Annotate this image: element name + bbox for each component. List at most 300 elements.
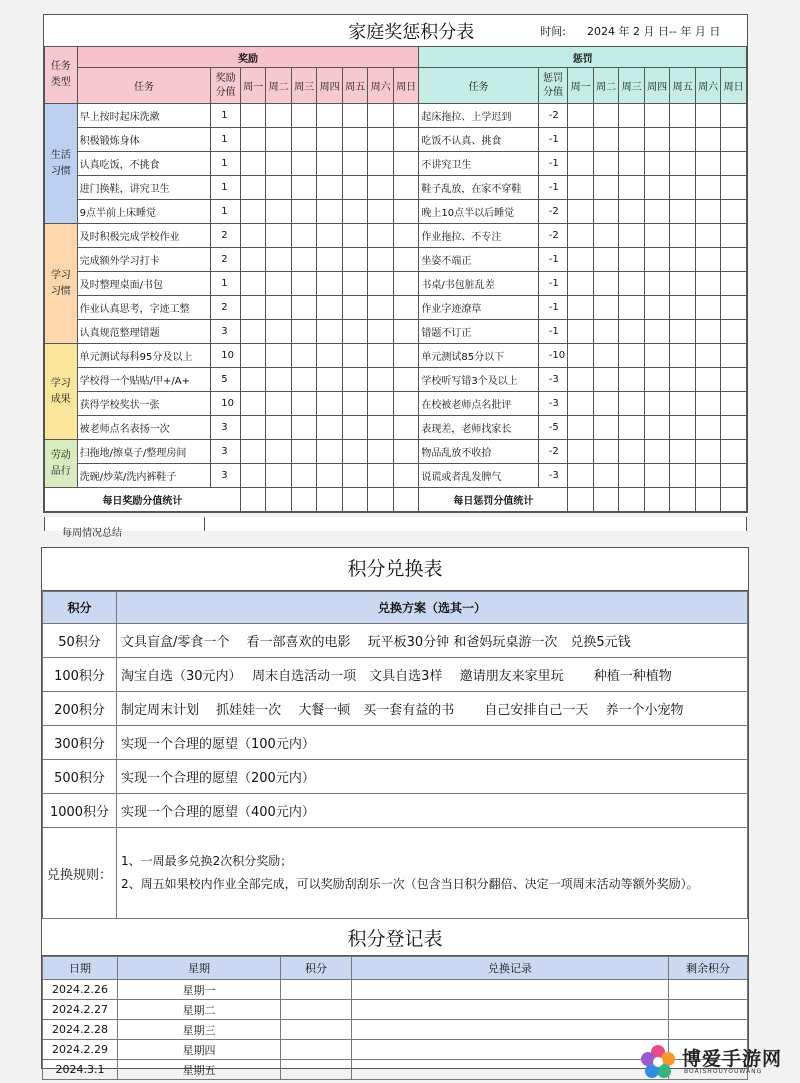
day-cell xyxy=(291,368,317,392)
exchange-options: 实现一个合理的愿望（400元内） xyxy=(117,794,748,828)
day-cell xyxy=(619,176,645,200)
penalty-task: 起床拖拉、上学迟到 xyxy=(419,104,538,128)
day-cell xyxy=(291,152,317,176)
penalty-points: -1 xyxy=(538,320,568,344)
reward-task: 及时整理桌面/书包 xyxy=(77,272,211,296)
register-weekday: 星期五 xyxy=(118,1060,281,1080)
day-cell xyxy=(266,392,292,416)
reward-points: 1 xyxy=(211,200,241,224)
reward-penalty-sheet xyxy=(43,14,748,539)
day-cell xyxy=(291,320,317,344)
day-cell xyxy=(670,200,696,224)
register-date: 2024.2.28 xyxy=(43,1020,118,1040)
penalty-points-header: 惩罚分值 xyxy=(538,68,568,104)
day-cell xyxy=(291,248,317,272)
day-cell xyxy=(240,152,266,176)
day-cell xyxy=(593,224,619,248)
register-weekday: 星期四 xyxy=(118,1040,281,1060)
day-cell xyxy=(266,440,292,464)
register-record xyxy=(352,980,669,1000)
points-column-header: 积分 xyxy=(43,592,117,624)
penalty-task: 物品乱放不收拾 xyxy=(419,440,538,464)
category-cell: 学习成果 xyxy=(45,344,78,440)
day-cell xyxy=(317,296,343,320)
reward-task: 早上按时起床洗漱 xyxy=(77,104,211,128)
day-cell xyxy=(393,272,419,296)
day-cell xyxy=(266,464,292,488)
penalty-day-header: 周六 xyxy=(695,68,721,104)
reward-day-header: 周六 xyxy=(368,68,394,104)
reward-task: 认真规范整理错题 xyxy=(77,320,211,344)
table-row xyxy=(45,296,747,320)
day-cell xyxy=(593,200,619,224)
category-cell: 劳动品行 xyxy=(45,440,78,488)
day-cell xyxy=(266,296,292,320)
sheet-title: 家庭奖惩积分表 xyxy=(348,21,475,43)
plan-column-header: 兑换方案（选其一） xyxy=(117,592,748,624)
penalty-task: 作业字迹潦草 xyxy=(419,296,538,320)
register-row xyxy=(43,1000,748,1020)
register-weekday: 星期二 xyxy=(118,1000,281,1020)
reward-points: 10 xyxy=(211,344,241,368)
day-cell xyxy=(721,392,747,416)
day-cell xyxy=(721,152,747,176)
reward-points: 10 xyxy=(211,392,241,416)
reward-task: 被老师点名表扬一次 xyxy=(77,416,211,440)
penalty-task: 学校听写错3个及以上 xyxy=(419,368,538,392)
day-cell xyxy=(317,392,343,416)
day-cell xyxy=(266,416,292,440)
day-cell xyxy=(695,368,721,392)
day-cell xyxy=(393,344,419,368)
day-cell xyxy=(342,200,368,224)
day-cell xyxy=(670,392,696,416)
day-cell xyxy=(670,296,696,320)
register-record xyxy=(352,1040,669,1060)
reward-day-header: 周三 xyxy=(291,68,317,104)
day-cell xyxy=(619,128,645,152)
penalty-task: 吃饭不认真、挑食 xyxy=(419,128,538,152)
day-cell xyxy=(317,440,343,464)
day-cell xyxy=(393,368,419,392)
day-cell xyxy=(317,320,343,344)
day-cell xyxy=(593,392,619,416)
day-cell xyxy=(721,320,747,344)
reward-day-header: 周日 xyxy=(393,68,419,104)
exchange-row xyxy=(43,658,748,692)
day-cell xyxy=(342,224,368,248)
penalty-task: 坐姿不端正 xyxy=(419,248,538,272)
day-cell xyxy=(568,128,594,152)
day-cell xyxy=(721,248,747,272)
register-row xyxy=(43,1020,748,1040)
day-cell xyxy=(240,320,266,344)
day-cell xyxy=(593,368,619,392)
day-cell xyxy=(619,200,645,224)
table-row xyxy=(45,248,747,272)
penalty-task: 表现差，老师找家长 xyxy=(419,416,538,440)
register-header: 星期 xyxy=(118,957,281,980)
register-weekday: 星期一 xyxy=(118,980,281,1000)
day-cell xyxy=(644,320,670,344)
day-cell xyxy=(695,248,721,272)
day-cell xyxy=(317,344,343,368)
day-cell xyxy=(593,248,619,272)
day-cell xyxy=(342,320,368,344)
reward-day-header: 周一 xyxy=(240,68,266,104)
reward-task: 积极锻炼身体 xyxy=(77,128,211,152)
day-cell xyxy=(644,248,670,272)
day-cell xyxy=(393,296,419,320)
watermark-name: 博爱手游网 xyxy=(682,1048,783,1070)
day-cell xyxy=(619,272,645,296)
day-cell xyxy=(644,272,670,296)
reward-task: 完成额外学习打卡 xyxy=(77,248,211,272)
day-cell xyxy=(568,464,594,488)
table-row xyxy=(45,176,747,200)
exchange-row xyxy=(43,692,748,726)
day-cell xyxy=(317,248,343,272)
day-cell xyxy=(721,200,747,224)
penalty-task-header: 任务 xyxy=(419,68,538,104)
register-balance xyxy=(669,1000,748,1020)
day-cell xyxy=(317,152,343,176)
day-cell xyxy=(721,128,747,152)
day-cell xyxy=(644,200,670,224)
day-cell xyxy=(644,104,670,128)
day-cell xyxy=(240,224,266,248)
day-cell xyxy=(291,128,317,152)
day-cell xyxy=(568,368,594,392)
reward-task: 及时积极完成学校作业 xyxy=(77,224,211,248)
table-row xyxy=(45,152,747,176)
day-cell xyxy=(568,224,594,248)
exchange-row xyxy=(43,760,748,794)
day-cell xyxy=(670,464,696,488)
day-cell xyxy=(695,416,721,440)
day-cell xyxy=(240,248,266,272)
penalty-day-header: 周三 xyxy=(619,68,645,104)
day-cell xyxy=(695,176,721,200)
day-cell xyxy=(721,296,747,320)
register-header: 兑换记录 xyxy=(352,957,669,980)
penalty-points: -1 xyxy=(538,128,568,152)
day-cell xyxy=(342,128,368,152)
exchange-points: 1000积分 xyxy=(43,794,117,828)
reward-points: 2 xyxy=(211,248,241,272)
penalty-points: -1 xyxy=(538,272,568,296)
penalty-points: -1 xyxy=(538,296,568,320)
day-cell xyxy=(240,104,266,128)
reward-task: 作业认真思考，字迹工整 xyxy=(77,296,211,320)
day-cell xyxy=(291,176,317,200)
register-record xyxy=(352,1020,669,1040)
exchange-options: 实现一个合理的愿望（100元内） xyxy=(117,726,748,760)
penalty-points: -1 xyxy=(538,152,568,176)
day-cell xyxy=(593,464,619,488)
register-row xyxy=(43,980,748,1000)
day-cell xyxy=(291,344,317,368)
reward-points: 3 xyxy=(211,440,241,464)
penalty-day-header: 周日 xyxy=(721,68,747,104)
day-cell xyxy=(721,272,747,296)
table-row xyxy=(45,392,747,416)
day-cell xyxy=(695,440,721,464)
register-header: 剩余积分 xyxy=(669,957,748,980)
register-date: 2024.3.1 xyxy=(43,1060,118,1080)
reward-task: 获得学校奖状一张 xyxy=(77,392,211,416)
day-cell xyxy=(619,464,645,488)
day-cell xyxy=(393,416,419,440)
table-row xyxy=(45,320,747,344)
day-cell xyxy=(721,368,747,392)
reward-task: 进门换鞋，讲究卫生 xyxy=(77,176,211,200)
penalty-task: 错题不订正 xyxy=(419,320,538,344)
table-row xyxy=(45,224,747,248)
register-balance xyxy=(669,1020,748,1040)
day-cell xyxy=(266,176,292,200)
day-cell xyxy=(619,320,645,344)
day-cell xyxy=(266,104,292,128)
penalty-points: -10 xyxy=(538,344,568,368)
exchange-points: 100积分 xyxy=(43,658,117,692)
penalty-points: -3 xyxy=(538,392,568,416)
day-cell xyxy=(368,320,394,344)
day-cell xyxy=(240,200,266,224)
day-cell xyxy=(393,392,419,416)
day-cell xyxy=(291,272,317,296)
day-cell xyxy=(240,416,266,440)
day-cell xyxy=(342,464,368,488)
penalty-task: 作业拖拉、不专注 xyxy=(419,224,538,248)
day-cell xyxy=(644,344,670,368)
day-cell xyxy=(291,416,317,440)
reward-points: 2 xyxy=(211,296,241,320)
table-row xyxy=(45,440,747,464)
day-cell xyxy=(695,464,721,488)
register-header: 积分 xyxy=(281,957,352,980)
day-cell xyxy=(568,152,594,176)
day-cell xyxy=(721,176,747,200)
day-cell xyxy=(670,440,696,464)
day-cell xyxy=(240,128,266,152)
register-date: 2024.2.27 xyxy=(43,1000,118,1020)
day-cell xyxy=(266,320,292,344)
table-row xyxy=(45,416,747,440)
table-row xyxy=(45,128,747,152)
points-exchange-sheet xyxy=(41,547,749,925)
table-row xyxy=(45,464,747,488)
day-cell xyxy=(568,176,594,200)
day-cell xyxy=(619,152,645,176)
register-points xyxy=(281,980,352,1000)
day-cell xyxy=(317,416,343,440)
day-cell xyxy=(368,368,394,392)
penalty-day-header: 周五 xyxy=(670,68,696,104)
day-cell xyxy=(291,296,317,320)
day-cell xyxy=(670,368,696,392)
reward-section-header: 奖励 xyxy=(77,47,419,68)
day-cell xyxy=(240,368,266,392)
day-cell xyxy=(593,296,619,320)
day-cell xyxy=(568,200,594,224)
day-cell xyxy=(619,416,645,440)
register-header: 日期 xyxy=(43,957,118,980)
reward-day-header: 周五 xyxy=(342,68,368,104)
day-cell xyxy=(593,152,619,176)
exchange-title: 积分兑换表 xyxy=(42,548,748,591)
day-cell xyxy=(368,392,394,416)
day-cell xyxy=(644,296,670,320)
day-cell xyxy=(368,200,394,224)
day-cell xyxy=(593,416,619,440)
day-cell xyxy=(721,224,747,248)
day-cell xyxy=(670,128,696,152)
day-cell xyxy=(695,224,721,248)
penalty-points: -1 xyxy=(538,248,568,272)
day-cell xyxy=(721,440,747,464)
day-cell xyxy=(266,200,292,224)
reward-summary-label: 每日奖励分值统计 xyxy=(45,488,241,512)
day-cell xyxy=(619,344,645,368)
day-cell xyxy=(695,344,721,368)
penalty-points: -2 xyxy=(538,104,568,128)
exchange-points: 500积分 xyxy=(43,760,117,794)
day-cell xyxy=(240,272,266,296)
day-cell xyxy=(670,104,696,128)
reward-penalty-table xyxy=(44,15,747,512)
category-cell: 生活习惯 xyxy=(45,104,78,224)
exchange-options: 文具盲盒/零食一个 看一部喜欢的电影 玩平板30分钟 和爸妈玩桌游一次 兑换5元钱 xyxy=(117,624,748,658)
day-cell xyxy=(266,368,292,392)
day-cell xyxy=(644,128,670,152)
day-cell xyxy=(317,224,343,248)
penalty-task: 晚上10点半以后睡觉 xyxy=(419,200,538,224)
penalty-points: -1 xyxy=(538,176,568,200)
register-record xyxy=(352,1000,669,1020)
day-cell xyxy=(291,104,317,128)
day-cell xyxy=(240,440,266,464)
day-cell xyxy=(670,320,696,344)
day-cell xyxy=(393,248,419,272)
day-cell xyxy=(670,416,696,440)
watermark-sub: BOAISHOUYOUWANG xyxy=(684,1068,763,1075)
day-cell xyxy=(568,344,594,368)
day-cell xyxy=(568,320,594,344)
day-cell xyxy=(291,224,317,248)
exchange-options: 实现一个合理的愿望（200元内） xyxy=(117,760,748,794)
reward-task: 扫拖地/擦桌子/整理房间 xyxy=(77,440,211,464)
reward-points: 1 xyxy=(211,176,241,200)
day-cell xyxy=(393,440,419,464)
day-cell xyxy=(568,248,594,272)
day-cell xyxy=(670,272,696,296)
day-cell xyxy=(317,176,343,200)
register-record xyxy=(352,1060,669,1080)
table-row xyxy=(45,368,747,392)
day-cell xyxy=(342,104,368,128)
day-cell xyxy=(644,464,670,488)
day-cell xyxy=(291,440,317,464)
penalty-points: -3 xyxy=(538,464,568,488)
exchange-table xyxy=(42,591,748,919)
day-cell xyxy=(619,296,645,320)
day-cell xyxy=(568,296,594,320)
rule-item: 2、周五如果校内作业全部完成，可以奖励刮刮乐一次（包含当日积分翻倍、决定一项周末活动等额外奖励）。 xyxy=(121,877,699,891)
reward-points: 5 xyxy=(211,368,241,392)
day-cell xyxy=(291,392,317,416)
day-cell xyxy=(593,104,619,128)
day-cell xyxy=(291,464,317,488)
day-cell xyxy=(368,248,394,272)
day-cell xyxy=(619,104,645,128)
day-cell xyxy=(593,272,619,296)
day-cell xyxy=(619,248,645,272)
penalty-points: -3 xyxy=(538,368,568,392)
exchange-points: 300积分 xyxy=(43,726,117,760)
exchange-options: 制定周末计划 抓娃娃一次 大餐一顿 买一套有益的书 自己安排自己一天 养一个小宠物 xyxy=(117,692,748,726)
cut-off-row xyxy=(44,517,747,539)
weekly-summary-label: 每周情况总结 xyxy=(62,528,122,539)
day-cell xyxy=(721,344,747,368)
exchange-row xyxy=(43,624,748,658)
day-cell xyxy=(317,464,343,488)
day-cell xyxy=(393,128,419,152)
day-cell xyxy=(670,224,696,248)
day-cell xyxy=(342,392,368,416)
date-range: 时间: 2024 年 2 月 日-- 年 月 日 xyxy=(540,24,721,38)
day-cell xyxy=(721,464,747,488)
reward-points: 3 xyxy=(211,464,241,488)
register-weekday: 星期三 xyxy=(118,1020,281,1040)
day-cell xyxy=(721,416,747,440)
day-cell xyxy=(266,152,292,176)
table-row xyxy=(45,344,747,368)
day-cell xyxy=(342,248,368,272)
reward-points: 2 xyxy=(211,224,241,248)
day-cell xyxy=(568,272,594,296)
day-cell xyxy=(291,200,317,224)
penalty-task: 说谎或者乱发脾气 xyxy=(419,464,538,488)
day-cell xyxy=(368,272,394,296)
reward-points-header: 奖励分值 xyxy=(211,68,241,104)
day-cell xyxy=(317,272,343,296)
day-cell xyxy=(240,392,266,416)
day-cell xyxy=(266,272,292,296)
reward-day-header: 周四 xyxy=(317,68,343,104)
day-cell xyxy=(393,464,419,488)
day-cell xyxy=(670,344,696,368)
day-cell xyxy=(317,200,343,224)
day-cell xyxy=(695,320,721,344)
day-cell xyxy=(240,344,266,368)
day-cell xyxy=(393,224,419,248)
day-cell xyxy=(266,344,292,368)
reward-points: 1 xyxy=(211,104,241,128)
day-cell xyxy=(368,296,394,320)
penalty-points: -2 xyxy=(538,200,568,224)
penalty-day-header: 周四 xyxy=(644,68,670,104)
day-cell xyxy=(593,128,619,152)
day-cell xyxy=(266,128,292,152)
day-cell xyxy=(593,344,619,368)
exchange-points: 50积分 xyxy=(43,624,117,658)
day-cell xyxy=(368,152,394,176)
day-cell xyxy=(695,152,721,176)
penalty-task: 在校被老师点名批评 xyxy=(419,392,538,416)
day-cell xyxy=(342,416,368,440)
day-cell xyxy=(593,320,619,344)
